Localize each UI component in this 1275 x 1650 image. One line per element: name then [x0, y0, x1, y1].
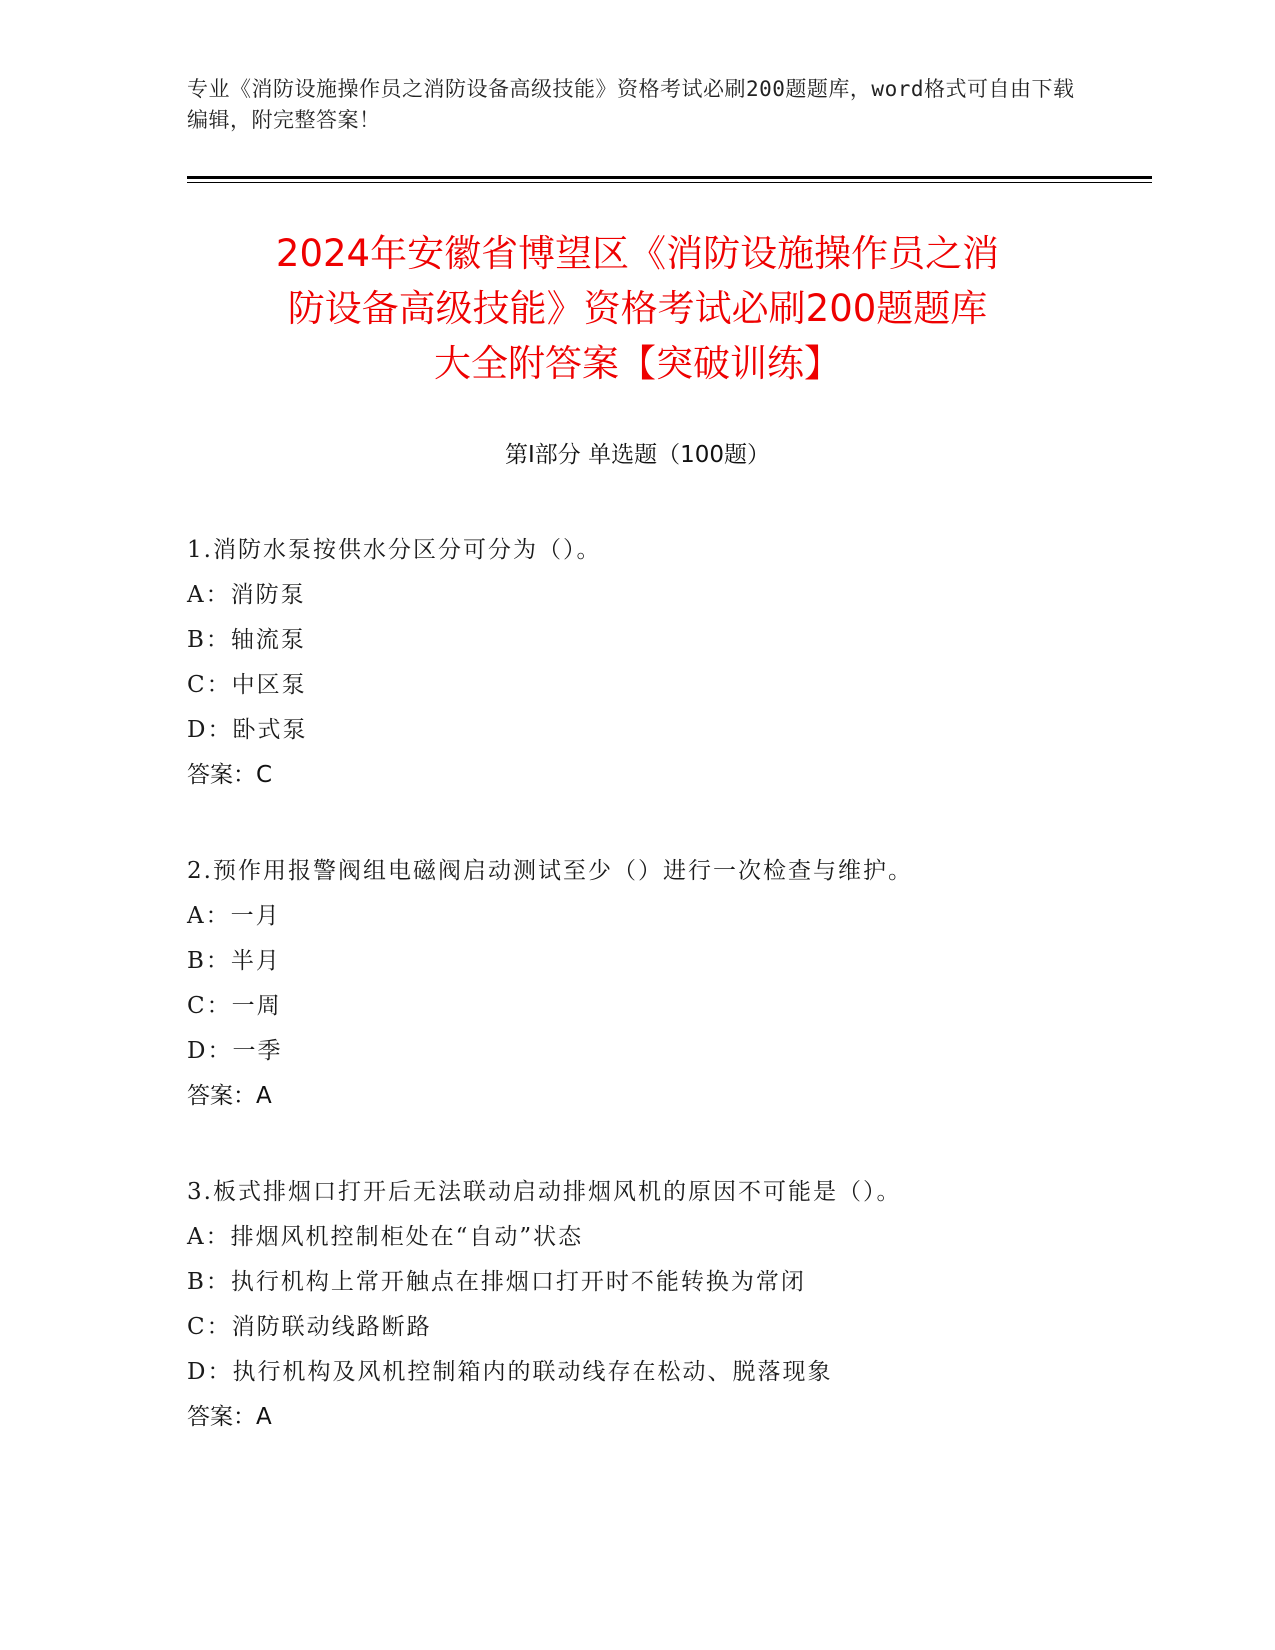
option-a: A：消防泵	[187, 582, 306, 608]
option-b: B：轴流泵	[187, 627, 306, 653]
option-c: C：消防联动线路断路	[187, 1314, 432, 1340]
answer: 答案：A	[187, 1404, 272, 1430]
answer: 答案：A	[187, 1083, 272, 1109]
option-a: A：一月	[187, 903, 281, 929]
option-d: D：一季	[187, 1038, 283, 1064]
question-list	[187, 528, 1147, 1491]
option-c: C：中区泵	[187, 672, 307, 698]
question-stem: 3.板式排烟口打开后无法联动启动排烟风机的原因不可能是（）。	[187, 1179, 902, 1205]
option-d: D：执行机构及风机控制箱内的联动线存在松动、脱落现象	[187, 1359, 833, 1385]
document-title	[140, 226, 1135, 391]
header-divider-thick	[187, 176, 1152, 179]
title-line-1: 2024年安徽省博望区《消防设施操作员之消	[275, 232, 1000, 275]
question-2	[187, 849, 1147, 1119]
question-3	[187, 1170, 1147, 1440]
option-a: A：排烟风机控制柜处在“自动”状态	[187, 1224, 584, 1250]
title-line-2: 防设备高级技能》资格考试必刷200题题库	[287, 287, 988, 330]
option-d: D：卧式泵	[187, 717, 308, 743]
option-c: C：一周	[187, 993, 282, 1019]
title-line-3: 大全附答案【突破训练】	[434, 342, 841, 385]
header-note: 专业《消防设施操作员之消防设备高级技能》资格考试必刷200题题库，word格式可自由下载编辑，附完整答案！	[187, 77, 1075, 132]
question-stem: 1.消防水泵按供水分区分可分为（）。	[187, 537, 602, 563]
option-b: B：执行机构上常开触点在排烟口打开时不能转换为常闭	[187, 1269, 806, 1295]
option-b: B：半月	[187, 948, 281, 974]
answer: 答案：C	[187, 762, 273, 788]
question-1	[187, 528, 1147, 798]
question-stem: 2.预作用报警阀组电磁阀启动测试至少（）进行一次检查与维护。	[187, 858, 913, 884]
section-title: 第Ⅰ部分 单选题（100题）	[505, 442, 770, 468]
header-divider-thin	[187, 182, 1152, 183]
